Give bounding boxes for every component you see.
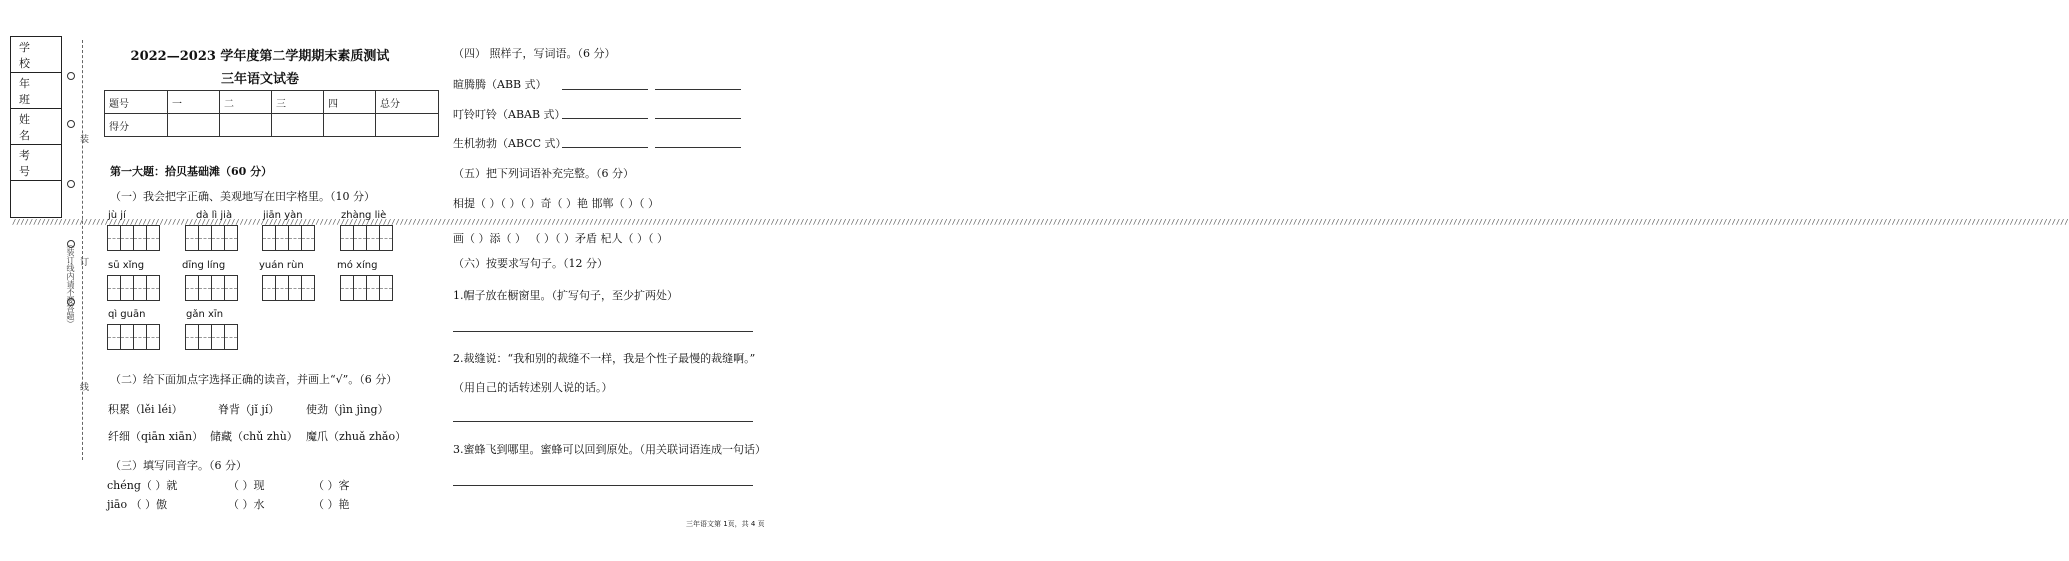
- answer-line[interactable]: [655, 147, 741, 148]
- exam-subtitle: 三年语文试卷: [220, 72, 299, 87]
- q2-item: 使劲（jìn jìng）: [306, 403, 389, 416]
- score-header-cell: 题号: [105, 91, 168, 114]
- writing-grid[interactable]: [185, 225, 238, 251]
- q2-item: 积累（lěi léi）: [108, 403, 183, 416]
- writing-grid[interactable]: [107, 324, 160, 350]
- score-header-cell: 总分: [376, 91, 439, 114]
- score-header-cell: 三: [272, 91, 324, 114]
- pinyin-label: dà lì jià: [196, 210, 233, 221]
- answer-line[interactable]: [453, 421, 753, 422]
- page-footer: 三年语文第 1页，共 4 页: [686, 520, 765, 528]
- writing-grid[interactable]: [340, 275, 393, 301]
- q5-prompt: （五）把下列词语补充完整。（6 分）: [453, 167, 634, 180]
- score-cell: 得分: [105, 114, 168, 137]
- pinyin-label: zhàng liè: [341, 210, 387, 221]
- score-cell: [324, 114, 376, 137]
- score-header-cell: 四: [324, 91, 376, 114]
- pinyin-label: mó xíng: [337, 260, 378, 271]
- binding-note: （装订线内请不要答题）: [66, 240, 75, 328]
- q6-sentence-1: 1.帽子放在橱窗里。（扩写句子，至少扩两处）: [453, 289, 678, 302]
- answer-line[interactable]: [562, 89, 648, 90]
- q3-item: （ ）水: [228, 498, 265, 511]
- answer-line[interactable]: [453, 485, 753, 486]
- binding-mark-zhuang: 装: [80, 135, 90, 145]
- school-label: 学 校: [11, 37, 61, 73]
- answer-line[interactable]: [655, 118, 741, 119]
- q2-item: 储藏（chǔ zhù）: [210, 430, 298, 443]
- writing-grid[interactable]: [107, 225, 160, 251]
- binding-circle: [67, 120, 75, 128]
- exam-title: 2022—2023 学年度第二学期期末素质测试: [130, 49, 390, 64]
- pinyin-label: dīng líng: [182, 260, 226, 271]
- q6-sentence-2: 2.裁缝说：“我和别的裁缝不一样，我是个性子最慢的裁缝啊。”: [453, 352, 756, 365]
- binding-circle: [67, 72, 75, 80]
- answer-line[interactable]: [655, 89, 741, 90]
- binding-mark-ding: 订: [80, 258, 90, 268]
- score-cell: [376, 114, 439, 137]
- student-info-table: [10, 36, 62, 218]
- score-cell: [272, 114, 324, 137]
- q3-item: （ ）客: [313, 479, 350, 492]
- q3-item: chéng（ ）就: [107, 479, 178, 492]
- writing-grid[interactable]: [107, 275, 160, 301]
- score-cell: [168, 114, 220, 137]
- writing-grid[interactable]: [185, 275, 238, 301]
- score-header-cell: 二: [220, 91, 272, 114]
- writing-grid[interactable]: [340, 225, 393, 251]
- q3-item: （ ）现: [228, 479, 265, 492]
- q6-prompt: （六）按要求写句子。（12 分）: [453, 257, 608, 270]
- writing-grid[interactable]: [262, 225, 315, 251]
- pinyin-label: gǎn xīn: [186, 309, 224, 320]
- binding-mark-xian: 线: [80, 383, 90, 393]
- q5-row: 相提（ ）（ ）（ ）奇（ ）艳 邯郸（ ）（ ）: [453, 197, 659, 210]
- info-blank: [11, 181, 61, 217]
- name-label: 姓 名: [11, 109, 61, 145]
- class-label: 年 班: [11, 73, 61, 109]
- pinyin-label: jiān yàn: [263, 210, 303, 221]
- q5-row: 画（ ）添（ ） （ ）（ ）矛盾 杞人（ ）（ ）: [453, 232, 668, 245]
- answer-line[interactable]: [453, 331, 753, 332]
- q1-prompt: （一）我会把字正确、美观地写在田字格里。（10 分）: [110, 190, 375, 203]
- q6-sentence-3: 3.蜜蜂飞到哪里。蜜蜂可以回到原处。（用关联词语连成一句话）: [453, 443, 766, 456]
- q3-prompt: （三）填写同音字。（6 分）: [110, 459, 247, 472]
- q2-item: 魔爪（zhuǎ zhǎo）: [306, 430, 407, 443]
- binding-hatch: ////////////////////////////////////////////////////////////////////////////////////////////////////////////////////////////////////////////////////////////////////////////////////////////////////////////////////////////////////////////////////////////////////////////////////////////////////////////////////////////////////////////////////////////////////////////////////////////////////////////////////////////////////////////////////////////////////////////////////////////////////////: [12, 218, 2069, 226]
- pinyin-label: sū xǐng: [108, 260, 145, 271]
- q2-item: 纤细（qiān xiān）: [108, 430, 204, 443]
- part1-heading: 第一大题：拾贝基础滩（60 分）: [110, 165, 273, 178]
- q4-prompt: （四） 照样子，写词语。（6 分）: [453, 47, 616, 60]
- pinyin-label: jù jí: [108, 210, 126, 221]
- q2-item: 脊背（jǐ jí）: [218, 403, 280, 416]
- score-table: [104, 90, 439, 137]
- q3-item: （ ）艳: [313, 498, 350, 511]
- q4-item: 生机勃勃（ABCC 式）: [453, 137, 567, 150]
- writing-grid[interactable]: [185, 324, 238, 350]
- binding-circle: [67, 180, 75, 188]
- q3-item: jiāo （ ）傲: [107, 498, 168, 511]
- writing-grid[interactable]: [262, 275, 315, 301]
- pinyin-label: yuán rùn: [259, 260, 304, 271]
- q4-item: 叮铃叮铃（ABAB 式）: [453, 108, 566, 121]
- binding-line: [82, 40, 83, 460]
- q6-sentence-2-instruction: （用自己的话转述别人说的话。）: [453, 381, 613, 394]
- q2-prompt: （二）给下面加点字选择正确的读音，并画上“√”。（6 分）: [110, 373, 398, 386]
- answer-line[interactable]: [562, 147, 648, 148]
- exam-number-label: 考 号: [11, 145, 61, 181]
- answer-line[interactable]: [562, 118, 648, 119]
- pinyin-label: qì guān: [108, 309, 146, 320]
- q4-item: 暄腾腾（ABB 式）: [453, 78, 547, 91]
- score-cell: [220, 114, 272, 137]
- score-header-cell: 一: [168, 91, 220, 114]
